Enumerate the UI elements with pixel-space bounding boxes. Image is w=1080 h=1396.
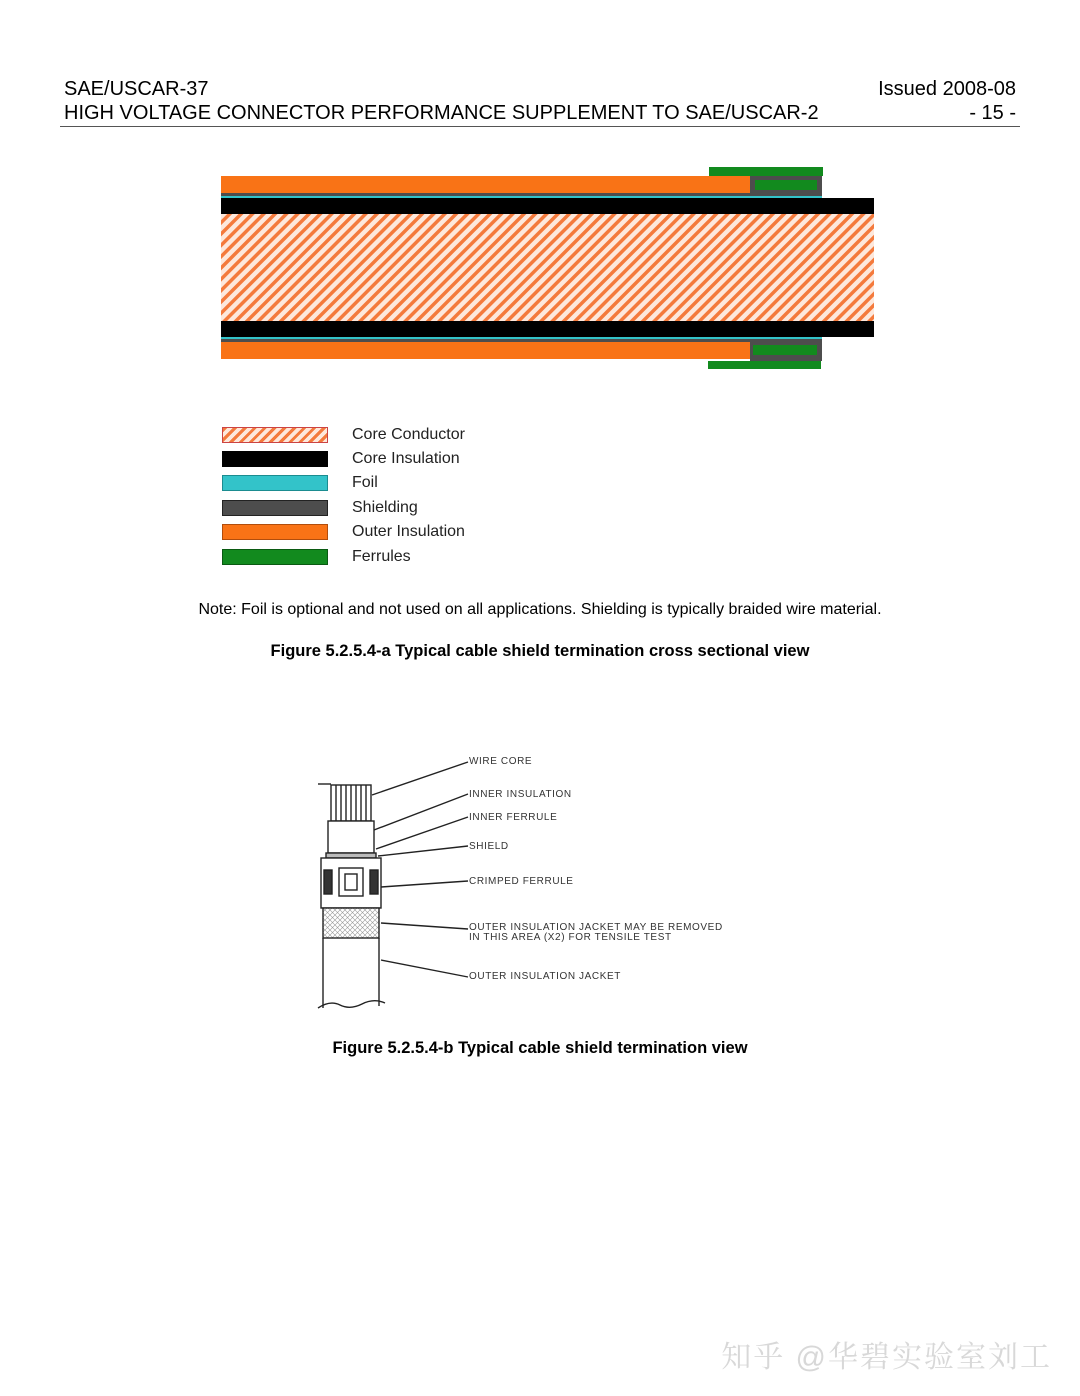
legend-label-shielding: Shielding	[352, 499, 418, 516]
legend-label-outer-insulation: Outer Insulation	[352, 523, 465, 540]
bottom-inner-ferrule	[753, 345, 817, 355]
removable-jacket-zone	[323, 908, 379, 938]
legend-swatch-shielding	[222, 500, 328, 516]
figure-a-caption: Figure 5.2.5.4-a Typical cable shield termination cross sectional view	[270, 642, 810, 660]
shield-band	[326, 853, 376, 858]
bottom-shielding	[221, 339, 822, 342]
doc-id: SAE/USCAR-37	[64, 78, 209, 100]
top-outer-insulation	[221, 176, 753, 193]
bottom-outer-ferrule	[708, 361, 821, 369]
issued-date: Issued 2008-08	[878, 78, 1016, 100]
label-outer-jacket-removed-line1: OUTER INSULATION JACKET MAY BE REMOVED	[469, 922, 723, 933]
label-inner-insulation: INNER INSULATION	[469, 789, 572, 800]
page-number: - 15 -	[969, 102, 1016, 124]
crimp-left-tab	[324, 870, 332, 894]
legend-label-core-conductor: Core Conductor	[352, 426, 465, 443]
label-inner-ferrule: INNER FERRULE	[469, 812, 558, 823]
legend-label-ferrules: Ferrules	[352, 548, 411, 565]
top-shielding	[221, 193, 822, 196]
label-outer-jacket-removed-line2: IN THIS AREA (X2) FOR TENSILE TEST	[469, 932, 672, 943]
cable-cross-section-diagram	[0, 150, 1080, 550]
top-core-insulation	[221, 198, 874, 214]
top-foil	[221, 196, 822, 198]
doc-title: HIGH VOLTAGE CONNECTOR PERFORMANCE SUPPLEMENT TO SAE/USCAR-2	[64, 102, 819, 124]
top-inner-ferrule	[755, 180, 817, 190]
top-outer-ferrule	[709, 167, 823, 176]
watermark-text: 知乎 @华碧实验室刘工	[721, 1341, 1052, 1374]
core-conductor	[221, 214, 874, 321]
label-shield: SHIELD	[469, 841, 509, 852]
figure-b-caption: Figure 5.2.5.4-b Typical cable shield termination view	[332, 1039, 748, 1057]
label-outer-jacket: OUTER INSULATION JACKET	[469, 971, 621, 982]
bottom-core-insulation	[221, 321, 874, 337]
bottom-outer-insulation	[221, 342, 753, 359]
legend-label-foil: Foil	[352, 474, 378, 491]
crimp-right-tab	[370, 870, 378, 894]
label-crimped-ferrule: CRIMPED FERRULE	[469, 876, 574, 887]
inner-insulation-body	[328, 821, 374, 853]
figure-a-note: Note: Foil is optional and not used on all applications. Shielding is typically braided wire material.	[198, 601, 882, 618]
header-rule	[60, 126, 1020, 127]
legend-swatch-core-insulation	[222, 451, 328, 467]
legend-swatch-foil	[222, 475, 328, 491]
label-wire-core: WIRE CORE	[469, 756, 533, 767]
bottom-foil	[221, 337, 822, 339]
legend-label-core-insulation: Core Insulation	[352, 450, 460, 467]
legend-swatch-outer-insulation	[222, 524, 328, 540]
crimp-center-window	[345, 874, 357, 890]
legend-swatch-ferrules	[222, 549, 328, 565]
legend-swatch-core-conductor	[222, 427, 328, 443]
